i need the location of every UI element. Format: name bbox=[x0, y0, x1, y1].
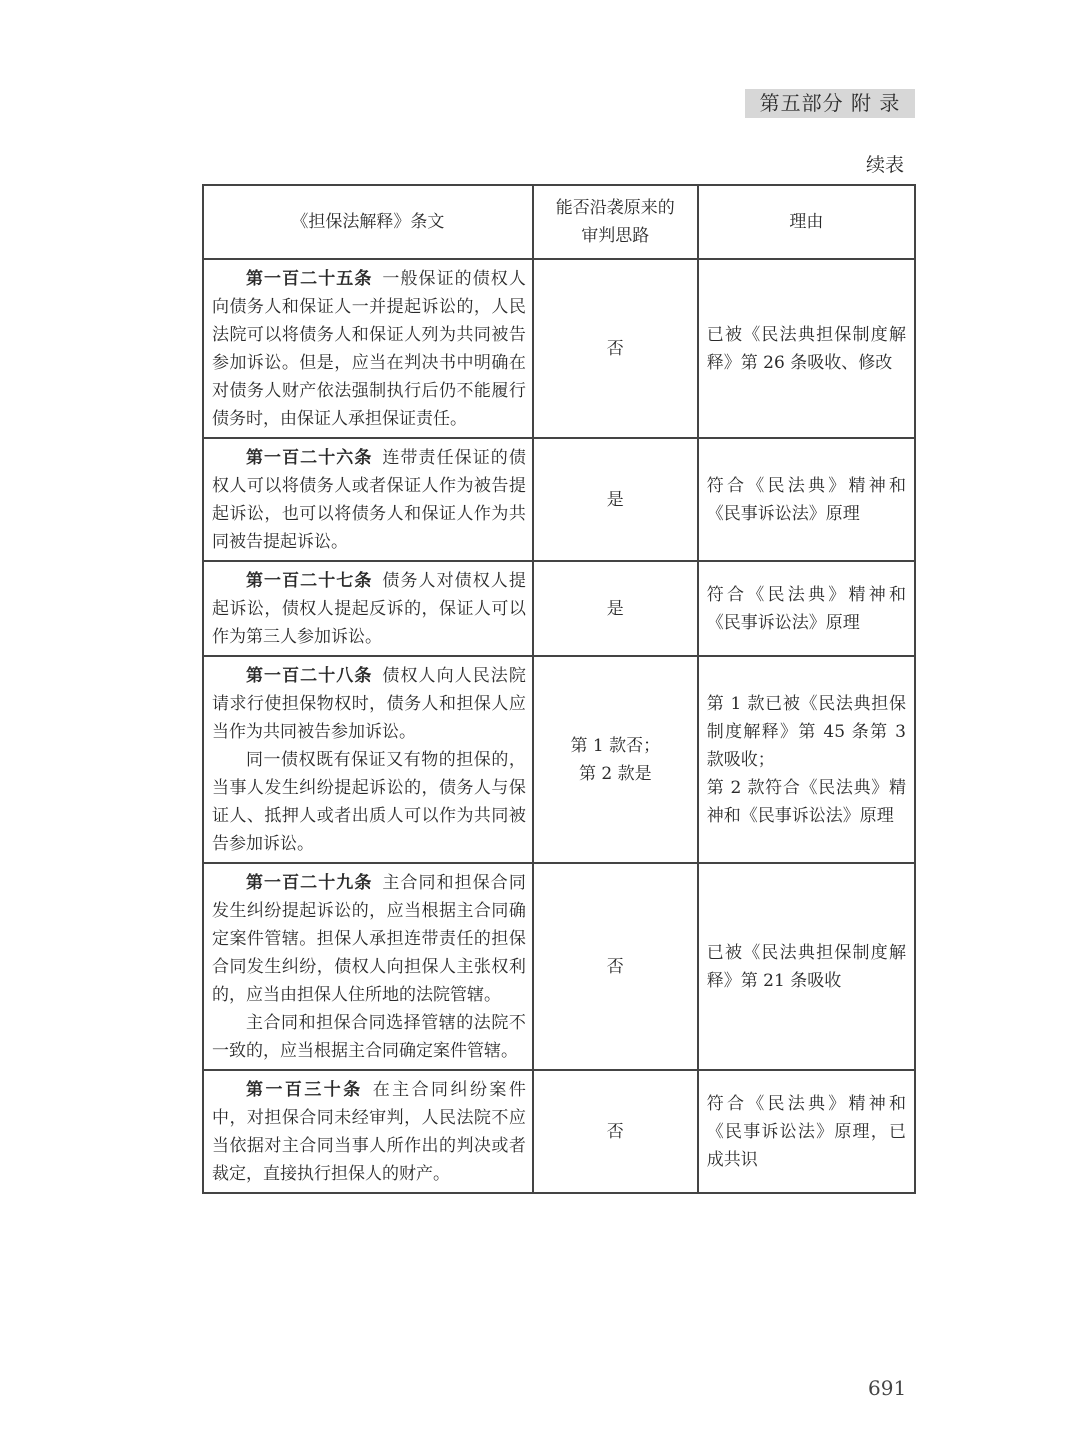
column-header-article: 《担保法解释》条文 bbox=[203, 185, 533, 259]
article-number: 第一百二十五条 bbox=[246, 269, 373, 289]
reason-cell bbox=[698, 1070, 915, 1193]
reason-cell bbox=[698, 259, 915, 438]
article-text: 主合同和担保合同发生纠纷提起诉讼的，应当根据主合同确定案件管辖。担保人承担连带责任的担保合同发生纠纷，债权人向担保人主张权利的，应当由担保人住所地的法院管辖。 bbox=[212, 873, 526, 1005]
verdict-text: 第 2 款是 bbox=[578, 763, 652, 784]
reason-text: 符合《民法典》精神和《民事诉讼法》原理 bbox=[706, 475, 906, 524]
article-text: 债务人对债权人提起诉讼，债权人提起反诉的，保证人可以作为第三人参加诉讼。 bbox=[212, 571, 526, 647]
table-row bbox=[203, 561, 915, 656]
continued-label: 续表 bbox=[865, 154, 904, 176]
article-text: 同一债权既有保证又有物的担保的，当事人发生纠纷提起诉讼的，债务人与保证人、抵押人或者出质人可以作为共同被告参加诉讼。 bbox=[212, 750, 526, 854]
verdict-text: 是 bbox=[606, 598, 624, 619]
reason-text: 符合《民法典》精神和《民事诉讼法》原理 bbox=[706, 584, 906, 633]
table-row bbox=[203, 438, 915, 561]
article-text: 主合同和担保合同选择管辖的法院不一致的，应当根据主合同确定案件管辖。 bbox=[212, 1013, 526, 1061]
article-cell bbox=[203, 561, 533, 656]
article-cell bbox=[203, 438, 533, 561]
article-paragraph bbox=[212, 265, 526, 433]
verdict-text: 否 bbox=[606, 1121, 624, 1142]
comparison-table bbox=[202, 184, 916, 1194]
column-header-reason: 理由 bbox=[698, 185, 915, 259]
article-paragraph bbox=[212, 746, 526, 858]
article-paragraph bbox=[212, 1009, 526, 1065]
section-header: 第五部分 附 录 bbox=[745, 89, 915, 118]
article-text: 一般保证的债权人向债务人和保证人一并提起诉讼的，人民法院可以将债务人和保证人列为共同被告参加诉讼。但是，应当在判决书中明确在对债务人财产依法强制执行后仍不能履行债务时，由保证人承担保证责任。 bbox=[212, 269, 526, 429]
article-paragraph bbox=[212, 869, 526, 1009]
table-row bbox=[203, 656, 915, 863]
article-paragraph bbox=[212, 662, 526, 746]
table-header-row bbox=[203, 185, 915, 259]
reason-text: 符合《民法典》精神和《民事诉讼法》原理，已成共识 bbox=[706, 1093, 906, 1170]
article-number: 第一百二十八条 bbox=[246, 666, 373, 686]
verdict-cell bbox=[533, 863, 698, 1070]
reason-text: 已被《民法典担保制度解释》第 21 条吸收 bbox=[706, 942, 906, 991]
column-header-verdict-text: 能否沿袭原来的审判思路 bbox=[555, 198, 675, 246]
verdict-text: 否 bbox=[606, 338, 624, 359]
article-paragraph bbox=[212, 444, 526, 556]
verdict-cell bbox=[533, 259, 698, 438]
article-cell bbox=[203, 259, 533, 438]
verdict-text: 是 bbox=[606, 489, 624, 510]
verdict-cell bbox=[533, 561, 698, 656]
table-row bbox=[203, 1070, 915, 1193]
article-paragraph bbox=[212, 567, 526, 651]
table-row bbox=[203, 863, 915, 1070]
article-text: 在主合同纠纷案件中，对担保合同未经审判，人民法院不应当依据对主合同当事人所作出的判决或者裁定，直接执行担保人的财产。 bbox=[212, 1080, 526, 1184]
reason-cell bbox=[698, 438, 915, 561]
article-cell bbox=[203, 1070, 533, 1193]
verdict-cell bbox=[533, 656, 698, 863]
article-text: 债权人向人民法院请求行使担保物权时，债务人和担保人应当作为共同被告参加诉讼。 bbox=[212, 666, 526, 742]
article-text: 连带责任保证的债权人可以将债务人或者保证人作为被告提起诉讼，也可以将债务人和保证人作为共同被告提起诉讼。 bbox=[212, 448, 526, 552]
table-row bbox=[203, 259, 915, 438]
reason-cell bbox=[698, 863, 915, 1070]
column-header-verdict bbox=[533, 185, 698, 259]
article-paragraph bbox=[212, 1076, 526, 1188]
verdict-text: 否 bbox=[606, 956, 624, 977]
article-cell bbox=[203, 863, 533, 1070]
article-number: 第一百二十六条 bbox=[246, 448, 373, 468]
article-number: 第一百二十七条 bbox=[246, 571, 373, 591]
reason-cell bbox=[698, 561, 915, 656]
verdict-cell bbox=[533, 438, 698, 561]
reason-cell bbox=[698, 656, 915, 863]
article-number: 第一百二十九条 bbox=[246, 873, 373, 893]
reason-text: 已被《民法典担保制度解释》第 26 条吸收、修改 bbox=[706, 324, 906, 373]
article-cell bbox=[203, 656, 533, 863]
reason-text: 第 1 款已被《民法典担保制度解释》第 45 条第 3 款吸收； bbox=[706, 693, 906, 770]
page-number: 691 bbox=[868, 1376, 907, 1400]
article-number: 第一百三十条 bbox=[246, 1080, 363, 1100]
verdict-text: 第 1 款否； bbox=[570, 735, 661, 756]
reason-text: 第 2 款符合《民法典》精神和《民事诉讼法》原理 bbox=[706, 777, 906, 826]
verdict-cell bbox=[533, 1070, 698, 1193]
